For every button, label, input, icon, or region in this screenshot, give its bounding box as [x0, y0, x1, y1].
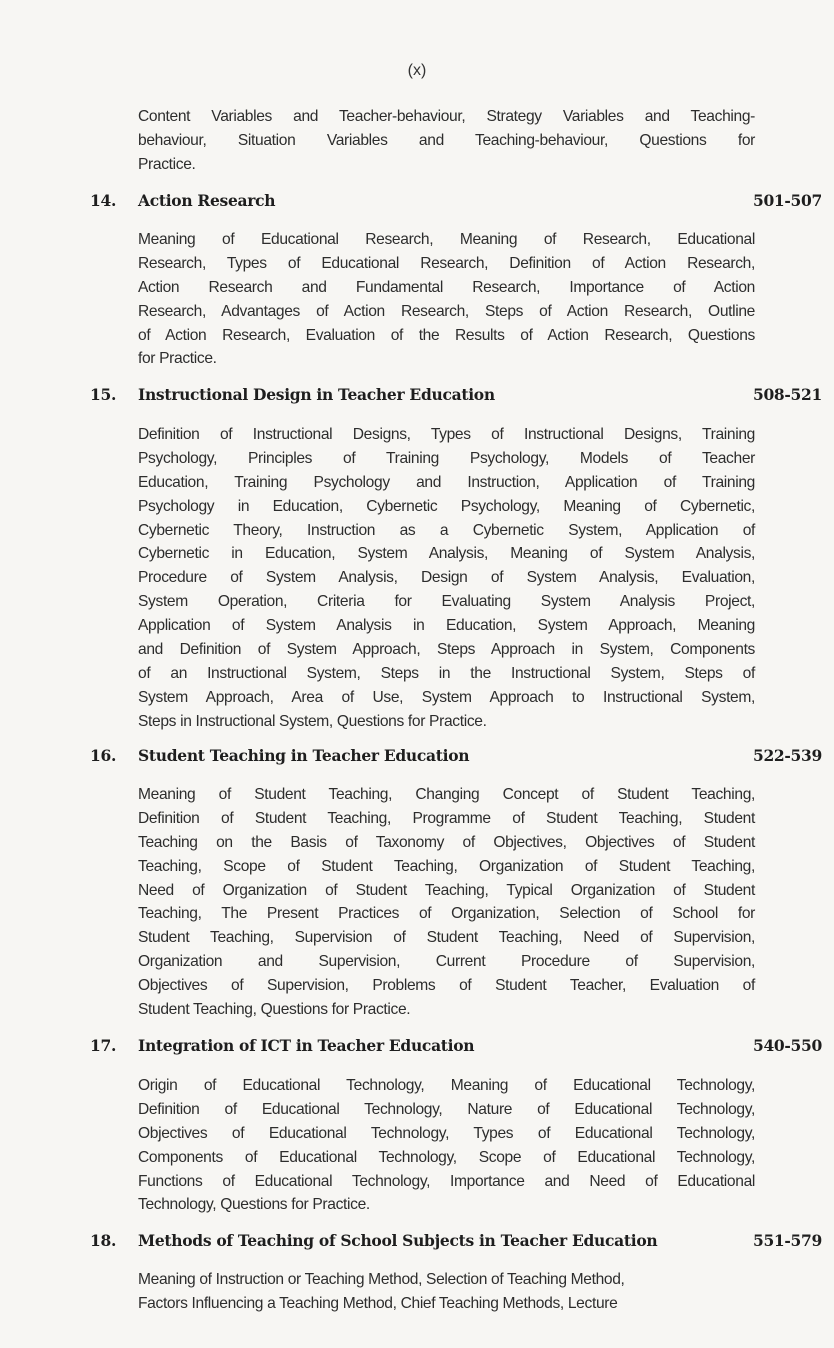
- chapter-heading-14[interactable]: [90, 191, 822, 213]
- chapter-number: 15.: [90, 385, 117, 404]
- chapter-pages: 540-550: [752, 1036, 822, 1055]
- text-line: Psychology, Principles of Training Psychology, Models of Teacher: [138, 449, 755, 467]
- text-line: Application of System Analysis in Education, System Approach, Meaning: [138, 617, 755, 635]
- text-line: Research, Advantages of Action Research, Steps of Action Research, Outline: [138, 302, 755, 320]
- text-line: Education, Training Psychology and Instruction, Application of Training: [138, 473, 755, 491]
- chapter-heading-16[interactable]: [90, 746, 822, 768]
- chapter-14-topics: [138, 228, 755, 371]
- text-line: Origin of Educational Technology, Meaning of Educational Technology,: [138, 1077, 755, 1094]
- chapter-number: 17.: [90, 1036, 117, 1055]
- text-line: of an Instructional System, Steps in the Instructional System, Steps of: [138, 664, 755, 682]
- text-line: Cybernetic in Education, System Analysis, Meaning of System Analysis,: [138, 545, 755, 563]
- text-line: Technology, Questions for Practice.: [138, 1196, 370, 1214]
- text-line: Objectives of Supervision, Problems of Student Teacher, Evaluation of: [138, 977, 755, 995]
- text-line: Content Variables and Teacher-behaviour, Strategy Variables and Teaching-: [138, 108, 755, 125]
- text-line: of Action Research, Evaluation of the Results of Action Research, Questions: [138, 326, 755, 344]
- chapter-title: Integration of ICT in Teacher Education: [138, 1036, 475, 1055]
- chapter-title: Action Research: [138, 191, 276, 210]
- text-line: Psychology in Education, Cybernetic Psychology, Meaning of Cybernetic,: [138, 497, 755, 515]
- text-line: Meaning of Instruction or Teaching Method, Selection of Teaching Method,: [138, 1271, 625, 1288]
- chapter-pages: 508-521: [752, 385, 822, 404]
- chapter-title: Methods of Teaching of School Subjects in Teacher Education: [138, 1231, 658, 1250]
- text-line: Definition of Educational Technology, Nature of Educational Technology,: [138, 1100, 755, 1118]
- text-line: Definition of Instructional Designs, Types of Instructional Designs, Training: [138, 426, 755, 443]
- text-line: behaviour, Situation Variables and Teaching-behaviour, Questions for: [138, 131, 755, 149]
- text-line: Research, Types of Educational Research, Definition of Action Research,: [138, 254, 755, 272]
- text-line: Objectives of Educational Technology, Types of Educational Technology,: [138, 1124, 755, 1142]
- chapter-pages: 501-507: [752, 191, 822, 210]
- text-line: Meaning of Educational Research, Meaning of Research, Educational: [138, 231, 755, 248]
- page-number: (x): [407, 62, 427, 79]
- text-line: Steps in Instructional System, Questions for Practice.: [138, 712, 487, 730]
- text-line: Need of Organization of Student Teaching, Typical Organization of Student: [138, 881, 755, 899]
- text-line: Meaning of Student Teaching, Changing Concept of Student Teaching,: [138, 786, 755, 803]
- chapter-title: Instructional Design in Teacher Education: [138, 385, 495, 404]
- text-line: System Approach, Area of Use, System Approach to Instructional System,: [138, 688, 755, 706]
- text-line: Student Teaching, Questions for Practice.: [138, 1001, 411, 1019]
- text-line: Components of Educational Technology, Scope of Educational Technology,: [138, 1148, 755, 1166]
- text-line: Teaching, The Present Practices of Organization, Selection of School for: [138, 905, 755, 923]
- text-line: and Definition of System Approach, Steps Approach in System, Components: [138, 641, 755, 659]
- chapter-pages: 551-579: [752, 1231, 822, 1250]
- text-line: Student Teaching, Supervision of Student Teaching, Need of Supervision,: [138, 929, 755, 947]
- chapter-17-topics: [138, 1074, 755, 1217]
- text-line: Functions of Educational Technology, Importance and Need of Educational: [138, 1172, 755, 1190]
- text-line: Teaching, Scope of Student Teaching, Organization of Student Teaching,: [138, 857, 755, 875]
- chapter-pages: 522-539: [752, 746, 822, 765]
- text-line: Practice.: [138, 155, 196, 173]
- chapter-16-topics: [138, 783, 755, 1022]
- text-line: Factors Influencing a Teaching Method, Chief Teaching Methods, Lecture: [138, 1294, 618, 1312]
- chapter-15-topics: [138, 423, 755, 734]
- text-line: Action Research and Fundamental Research, Importance of Action: [138, 278, 755, 296]
- chapter-18-topics: [138, 1268, 755, 1316]
- text-line: for Practice.: [138, 350, 217, 368]
- text-line: Procedure of System Analysis, Design of System Analysis, Evaluation,: [138, 569, 755, 587]
- text-line: Teaching on the Basis of Taxonomy of Objectives, Objectives of Student: [138, 833, 755, 851]
- text-line: Organization and Supervision, Current Procedure of Supervision,: [138, 953, 755, 971]
- chapter-heading-17[interactable]: [90, 1036, 822, 1058]
- chapter-number: 16.: [90, 746, 117, 765]
- chapter-title: Student Teaching in Teacher Education: [138, 746, 470, 765]
- text-line: Cybernetic Theory, Instruction as a Cybernetic System, Application of: [138, 521, 755, 539]
- chapter-heading-18[interactable]: [90, 1231, 822, 1253]
- chapter-heading-15[interactable]: [90, 385, 822, 407]
- chapter-number: 18.: [90, 1231, 117, 1250]
- chapter-number: 14.: [90, 191, 117, 210]
- text-line: System Operation, Criteria for Evaluating System Analysis Project,: [138, 593, 755, 611]
- intro-paragraph: [138, 105, 755, 177]
- text-line: Definition of Student Teaching, Programme of Student Teaching, Student: [138, 809, 755, 827]
